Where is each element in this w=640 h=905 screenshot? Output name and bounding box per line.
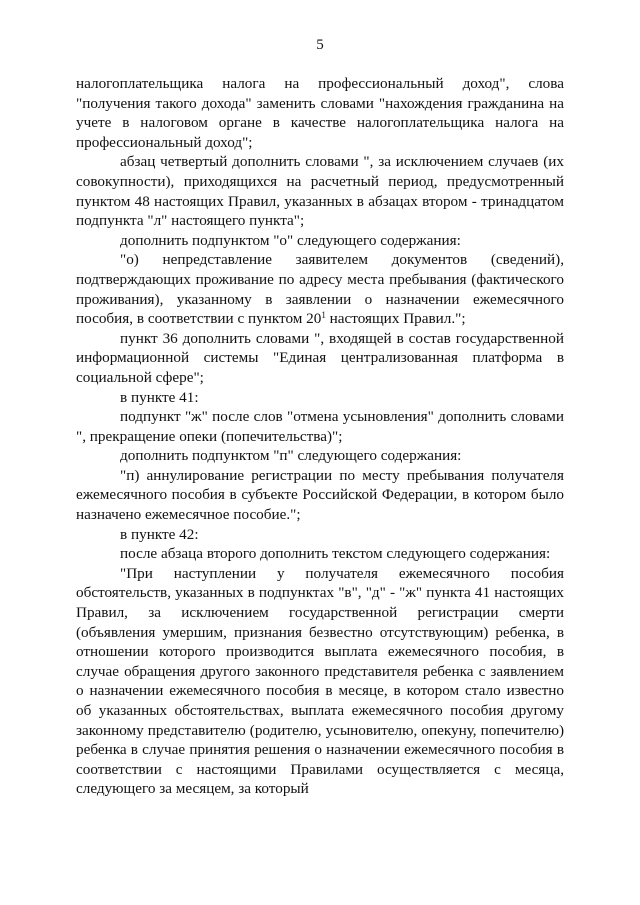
paragraph: после абзаца второго дополнить текстом следующего содержания: (120, 545, 551, 563)
paragraph: "При наступлении у получателя ежемесячного пособия обстоятельств, указанных в подпунктах "в", "д" - "ж" пункта 41 настоящих Правил, за исключением государственной регистрации смерти (объявления умершим, признания безвестно отсутствующим) ребенка, в отношении которого производится выплата ежемесячного пособия, в случае обращения другого законного представителя ребенка с заявлением о назначении ежемесячного пособия в месяце, в котором стало известно об указанных обстоятельствах, выплата ежемесячного пособия другому законному представителю (родителю, усыновителю, опекуну, попечителю) ребенка в случае принятия решения о назначении ежемесячного пособия в соответствии с настоящими Правилами осуществляется с месяца, следующего за месяцем, за который (76, 564, 564, 798)
paragraph: "п) аннулирование регистрации по месту пребывания получателя ежемесячного пособия в субъекте Российской Федерации, в котором было назначено ежемесячное пособие."; (76, 466, 564, 524)
paragraph: дополнить подпунктом "о" следующего содержания: (120, 231, 461, 249)
paragraph-text: настоящих Правил."; (325, 310, 466, 328)
paragraph: налогоплательщика налога на профессиональный доход", слова "получения такого дохода" заменить словами "нахождения гражданина на учете в налоговом органе в качестве налогоплательщика налога на профессиональный доход"; (76, 75, 564, 151)
paragraph: пункт 36 дополнить словами ", входящей в состав государственной информационной системы "Единая централизованная платформа в социальной сфере"; (76, 329, 564, 386)
page-number: 5 (316, 37, 324, 53)
document-body (76, 74, 564, 799)
paragraph: подпункт "ж" после слов "отмена усыновления" дополнить словами ", прекращение опеки (попечительства)"; (76, 408, 564, 445)
paragraph (76, 250, 564, 328)
paragraph: в пункте 42: (120, 525, 199, 543)
paragraph-text: "о) непредставление заявителем документов (сведений), подтверждающих проживание по адресу места пребывания (фактического проживания), указанному в заявлении о назначении ежемесячного пособия, в соответствии с пунктом 20 (76, 251, 564, 328)
superscript: 1 (321, 310, 326, 321)
paragraph: в пункте 41: (120, 388, 199, 406)
paragraph: дополнить подпунктом "п" следующего содержания: (120, 447, 462, 465)
paragraph: абзац четвертый дополнить словами ", за исключением случаев (их совокупности), приходящихся на расчетный период, предусмотренный пунктом 48 настоящих Правил, указанных в абзацах втором - тринадцатом подпункта "л" настоящего пункта"; (76, 153, 564, 230)
